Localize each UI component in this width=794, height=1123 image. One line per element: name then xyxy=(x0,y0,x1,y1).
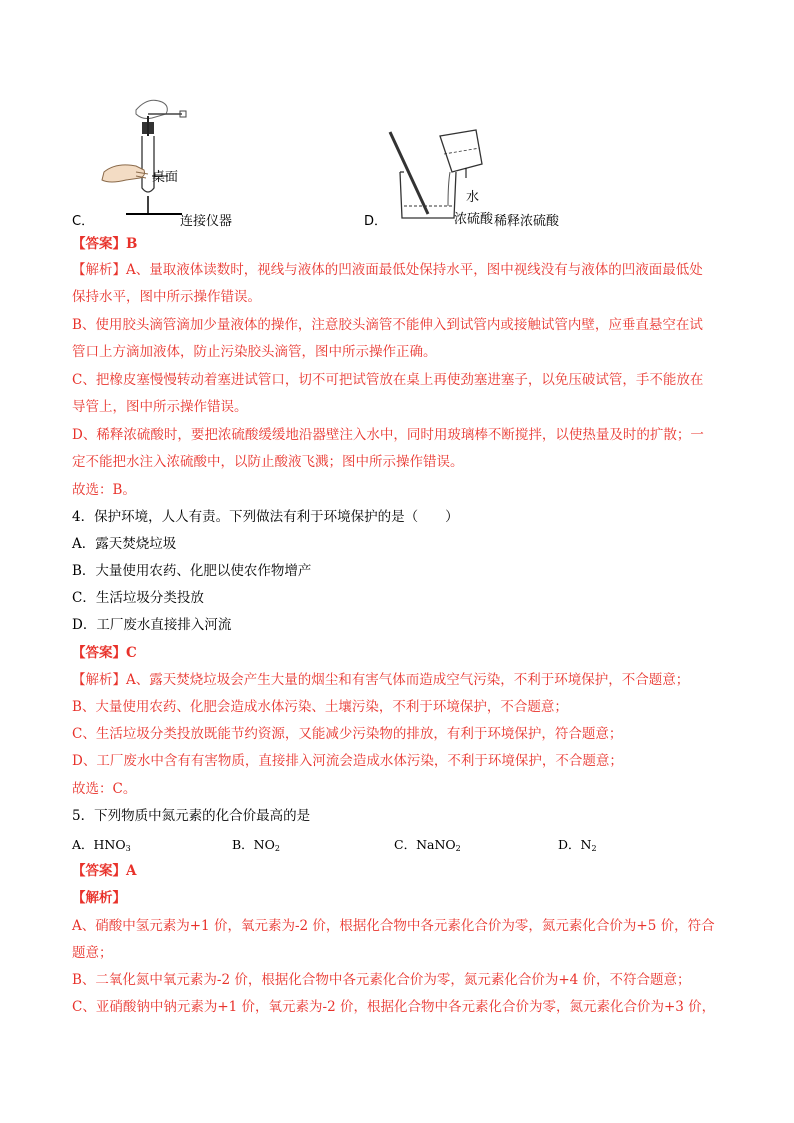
q4-question: 4．保护环境，人人有责。下列做法有利于环境保护的是（ ） xyxy=(72,509,459,525)
q4-option-d: D．工厂废水直接排入河流 xyxy=(72,617,232,633)
q4-answer: 【答案】C xyxy=(72,645,137,661)
q3-analysis-c-l1: C、把橡皮塞慢慢转动着塞进试管口，切不可把试管放在桌上再使劲塞进塞子，以免压破试管，手不能放在 xyxy=(72,372,704,388)
option-d-label: D． xyxy=(364,214,388,229)
q4-analysis-b: B、大量使用农药、化肥会造成水体污染、土壤污染，不利于环境保护，不合题意； xyxy=(72,699,568,715)
q5-option-b xyxy=(232,834,280,860)
figure-row xyxy=(72,92,732,232)
q4-option-a: A．露天焚烧垃圾 xyxy=(72,536,177,552)
q3-conclusion: 故选：B。 xyxy=(72,482,136,498)
desk-label: 桌面 xyxy=(152,170,179,185)
q5-option-d-text: D．N xyxy=(558,837,592,852)
q5-option-a-sub: 3 xyxy=(125,844,131,853)
q5-option-a-text: A．HNO xyxy=(72,837,126,852)
q3-analysis-c-l2: 导管上，图中所示操作错误。 xyxy=(72,399,248,415)
q4-option-c: C．生活垃圾分类投放 xyxy=(72,590,204,606)
figure-d-caption: 稀释浓硫酸 xyxy=(494,214,560,229)
q5-option-c-text: C．NaNO xyxy=(394,837,456,852)
figure-c-caption: 连接仪器 xyxy=(180,214,233,229)
q5-option-b-text: B．NO xyxy=(232,837,275,852)
q5-analysis-a-l1: A、硝酸中氢元素为+1 价，氧元素为-2 价，根据化合物中各元素化合价为零，氮元素化合价为+5 价，符合 xyxy=(72,918,715,934)
q5-analysis-b: B、二氧化氮中氧元素为-2 价，根据化合物中各元素化合价为零，氮元素化合价为+4 价，不符合题意； xyxy=(72,972,691,988)
q5-answer: 【答案】A xyxy=(72,863,137,879)
q5-option-c xyxy=(394,834,461,860)
q4-analysis-c: C、生活垃圾分类投放既能节约资源，又能减少污染物的排放，有利于环境保护，符合题意； xyxy=(72,726,623,742)
option-c-label: C． xyxy=(72,214,95,229)
q3-answer: 【答案】B xyxy=(72,236,138,252)
q4-option-b: B．大量使用农药、化肥以使农作物增产 xyxy=(72,563,312,579)
connect-apparatus-illustration xyxy=(96,92,206,222)
q3-analysis-d-l1: D、稀释浓硫酸时，要把浓硫酸缓缓地沿器壁注入水中，同时用玻璃棒不断搅拌，以使热量及时的扩散；一 xyxy=(72,427,704,443)
q5-analysis-a-l2: 题意； xyxy=(72,945,113,961)
q4-analysis-a: 【解析】A、露天焚烧垃圾会产生大量的烟尘和有害气体而造成空气污染，不利于环境保护，不合题意； xyxy=(72,672,690,688)
q4-conclusion: 故选：C。 xyxy=(72,781,137,797)
q3-analysis-a-l2: 保持水平，图中所示操作错误。 xyxy=(72,289,261,305)
conc-acid-label: 浓硫酸 xyxy=(454,212,494,227)
water-label: 水 xyxy=(466,190,480,205)
q3-analysis-b-l1: B、使用胶头滴管滴加少量液体的操作，注意胶头滴管不能伸入到试管内或接触试管内壁，应垂直悬空在试 xyxy=(72,317,703,333)
q5-analysis-c: C、亚硝酸钠中钠元素为+1 价，氧元素为-2 价，根据化合物中各元素化合价为零，氮元素化合价为+3 价， xyxy=(72,999,716,1015)
q3-analysis-b-l2: 管口上方滴加液体，防止污染胶头滴管，图中所示操作正确。 xyxy=(72,344,437,360)
q4-analysis-d: D、工厂废水中含有有害物质，直接排入河流会造成水体污染，不利于环境保护，不合题意； xyxy=(72,753,623,769)
q5-option-c-sub: 2 xyxy=(455,844,461,853)
q3-analysis-a-l1: 【解析】A、量取液体读数时，视线与液体的凹液面最低处保持水平，图中视线没有与液体的凹液面最低处 xyxy=(72,262,703,278)
q5-analysis-head: 【解析】 xyxy=(72,890,126,906)
q5-option-b-sub: 2 xyxy=(274,844,280,853)
q3-analysis-d-l2: 定不能把水注入浓硫酸中，以防止酸液飞溅；图中所示操作错误。 xyxy=(72,454,464,470)
q5-option-a xyxy=(72,834,131,860)
q5-option-d xyxy=(558,834,597,860)
q5-option-d-sub: 2 xyxy=(591,844,597,853)
q5-question: 5．下列物质中氮元素的化合价最高的是 xyxy=(72,808,311,824)
